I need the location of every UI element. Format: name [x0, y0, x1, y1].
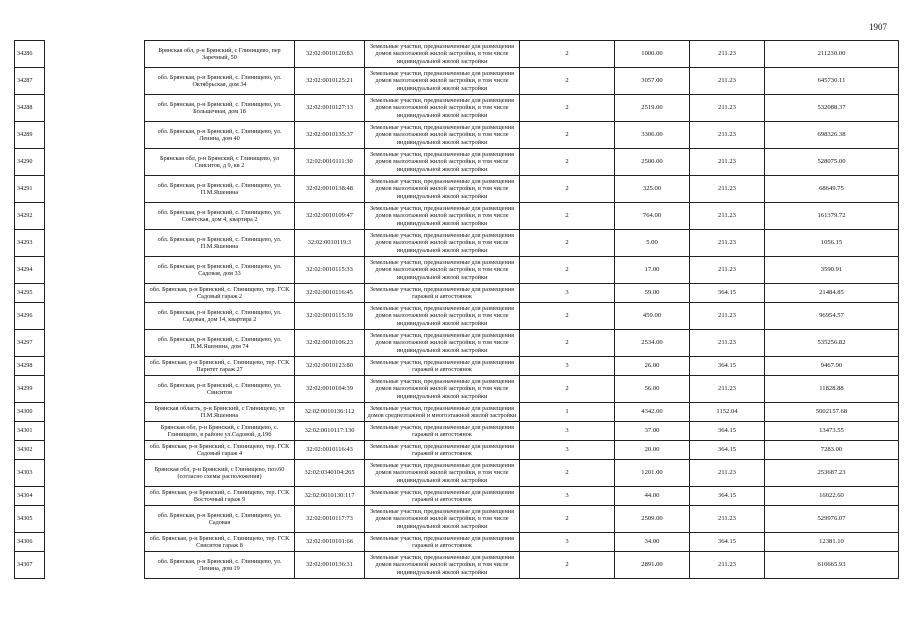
table-row [15, 95, 899, 122]
spacer-cell [45, 422, 145, 441]
area-cell: 20.00 [615, 441, 690, 460]
land-use-cell: Земельные участки, предназначенные для размещения гаражей и автостоянок [365, 284, 520, 303]
cadastral-value-table-sheet [14, 40, 898, 579]
land-use-cell: Земельные участки, предназначенные для размещения гаражей и автостоянок [365, 357, 520, 376]
specific-value-cell: 211.23 [690, 41, 765, 68]
spacer-cell [45, 122, 145, 149]
spacer-cell [45, 487, 145, 506]
cadastral-number-cell: 32:02:0010135:37 [295, 122, 365, 149]
specific-value-cell: 211.23 [690, 376, 765, 403]
specific-value-cell: 211.23 [690, 230, 765, 257]
cadastral-value-cell: 161379.72 [765, 203, 899, 230]
row-id-cell: 34293 [15, 230, 45, 257]
row-id-cell: 34288 [15, 95, 45, 122]
land-use-cell: Земельные участки, предназначенные для размещения домов малоэтажной жилой застройки, в том числе индивидуальной жилой застройки [365, 330, 520, 357]
land-use-cell: Земельные участки, предназначенные для размещения домов малоэтажной жилой застройки, в том числе индивидуальной жилой застройки [365, 149, 520, 176]
area-cell: 2500.00 [615, 149, 690, 176]
cadastral-number-cell: 32:02:0010125:21 [295, 68, 365, 95]
group-cell: 1 [520, 403, 615, 422]
spacer-cell [45, 376, 145, 403]
address-cell: обл. Брянская, р-н Брянский, с. Глинищево, ул. Свиситов [145, 376, 295, 403]
row-id-cell: 34305 [15, 506, 45, 533]
spacer-cell [45, 176, 145, 203]
spacer-cell [45, 506, 145, 533]
specific-value-cell: 211.23 [690, 176, 765, 203]
land-use-cell: Земельные участки, предназначенные для размещения гаражей и автостоянок [365, 533, 520, 552]
cadastral-number-cell: 32:02:0010104:39 [295, 376, 365, 403]
table-row [15, 284, 899, 303]
land-use-cell: Земельные участки, предназначенные для размещения домов малоэтажной жилой застройки, в том числе индивидуальной жилой застройки [365, 257, 520, 284]
cadastral-number-cell: 32:02:0010111:30 [295, 149, 365, 176]
spacer-cell [45, 95, 145, 122]
group-cell: 2 [520, 149, 615, 176]
group-cell: 3 [520, 533, 615, 552]
table-row [15, 487, 899, 506]
specific-value-cell: 211.23 [690, 303, 765, 330]
row-id-cell: 34296 [15, 303, 45, 330]
cadastral-number-cell: 32:02:0010116:45 [295, 284, 365, 303]
area-cell: 3057.00 [615, 68, 690, 95]
specific-value-cell: 211.23 [690, 460, 765, 487]
area-cell: 2891.00 [615, 552, 690, 579]
area-cell: 3306.00 [615, 122, 690, 149]
cadastral-value-cell: 13473.55 [765, 422, 899, 441]
cadastral-value-table [14, 40, 899, 579]
row-id-cell: 34290 [15, 149, 45, 176]
specific-value-cell: 211.23 [690, 257, 765, 284]
group-cell: 2 [520, 122, 615, 149]
cadastral-value-cell: 9467.90 [765, 357, 899, 376]
address-cell: обл. Брянская, р-н Брянский, с. Глинищево, ул. Большечная, дом 18 [145, 95, 295, 122]
row-id-cell: 34302 [15, 441, 45, 460]
land-use-cell: Земельные участки, предназначенные для размещения домов малоэтажной жилой застройки, в том числе индивидуальной жилой застройки [365, 176, 520, 203]
row-id-cell: 34292 [15, 203, 45, 230]
specific-value-cell: 211.23 [690, 122, 765, 149]
cadastral-number-cell: 32:02:0010127:13 [295, 95, 365, 122]
row-id-cell: 34304 [15, 487, 45, 506]
cadastral-number-cell: 32:02:0010117:73 [295, 506, 365, 533]
cadastral-value-cell: 698326.38 [765, 122, 899, 149]
table-row [15, 122, 899, 149]
group-cell: 2 [520, 376, 615, 403]
cadastral-value-cell: 16022.60 [765, 487, 899, 506]
specific-value-cell: 211.23 [690, 506, 765, 533]
area-cell: 37.00 [615, 422, 690, 441]
group-cell: 3 [520, 487, 615, 506]
spacer-cell [45, 203, 145, 230]
spacer-cell [45, 357, 145, 376]
area-cell: 2534.00 [615, 330, 690, 357]
address-cell: обл. Брянская, р-н Брянский, с. Глинищево, ул. Садовая, дом 33 [145, 257, 295, 284]
group-cell: 2 [520, 303, 615, 330]
specific-value-cell: 364.15 [690, 284, 765, 303]
area-cell: 1000.00 [615, 41, 690, 68]
table-row [15, 552, 899, 579]
spacer-cell [45, 441, 145, 460]
table-row [15, 303, 899, 330]
spacer-cell [45, 284, 145, 303]
area-cell: 2519.00 [615, 95, 690, 122]
row-id-cell: 34286 [15, 41, 45, 68]
cadastral-number-cell: 32:02:0010109:47 [295, 203, 365, 230]
specific-value-cell: 364.15 [690, 441, 765, 460]
cadastral-value-cell: 610665.93 [765, 552, 899, 579]
land-use-cell: Земельные участки, предназначенные для размещения домов малоэтажной жилой застройки, в том числе индивидуальной жилой застройки [365, 230, 520, 257]
area-cell: 34.00 [615, 533, 690, 552]
specific-value-cell: 1152.04 [690, 403, 765, 422]
land-use-cell: Земельные участки, предназначенные для размещения домов малоэтажной жилой застройки, в том числе индивидуальной жилой застройки [365, 506, 520, 533]
cadastral-value-cell: 253687.23 [765, 460, 899, 487]
address-cell: обл. Брянская, р-н Брянский, с. Глинищево, ул. П.М.Яшенина [145, 176, 295, 203]
address-cell: обл. Брянская, р-н Брянский, с. Глинищево, ул. Ленина, дом 19 [145, 552, 295, 579]
area-cell: 1201.00 [615, 460, 690, 487]
table-row [15, 506, 899, 533]
cadastral-value-cell: 21484.85 [765, 284, 899, 303]
address-cell: обл. Брянская, р-н Брянский, с. Глинищево, тер. ГСК Свиситов гараж 8 [145, 533, 295, 552]
table-row [15, 330, 899, 357]
table-row [15, 403, 899, 422]
cadastral-value-cell: 528075.00 [765, 149, 899, 176]
table-row [15, 376, 899, 403]
table-row [15, 176, 899, 203]
address-cell: обл. Брянская, р-н Брянский, с. Глинищево, ул. Садовая, дом 14, квартира 2 [145, 303, 295, 330]
table-row [15, 533, 899, 552]
area-cell: 2509.00 [615, 506, 690, 533]
group-cell: 2 [520, 68, 615, 95]
cadastral-value-cell: 96954.57 [765, 303, 899, 330]
land-use-cell: Земельные участки, предназначенные для размещения домов среднеэтажной и многоэтажной жилой застройки [365, 403, 520, 422]
specific-value-cell: 211.23 [690, 149, 765, 176]
cadastral-number-cell: 32:02:0010123:80 [295, 357, 365, 376]
address-cell: обл. Брянская, р-н Брянский, с. Глинищево, ул. П.М.Яшенина [145, 230, 295, 257]
land-use-cell: Земельные участки, предназначенные для размещения гаражей и автостоянок [365, 422, 520, 441]
spacer-cell [45, 533, 145, 552]
row-id-cell: 34294 [15, 257, 45, 284]
address-cell: Брянская обл, р-н Брянский, с Глинищево, пер Заречный, 50 [145, 41, 295, 68]
group-cell: 2 [520, 203, 615, 230]
specific-value-cell: 364.15 [690, 533, 765, 552]
area-cell: 459.00 [615, 303, 690, 330]
land-use-cell: Земельные участки, предназначенные для размещения гаражей и автостоянок [365, 441, 520, 460]
cadastral-value-cell: 3590.91 [765, 257, 899, 284]
spacer-cell [45, 303, 145, 330]
land-use-cell: Земельные участки, предназначенные для размещения домов малоэтажной жилой застройки, в том числе индивидуальной жилой застройки [365, 460, 520, 487]
specific-value-cell: 211.23 [690, 330, 765, 357]
table-row [15, 68, 899, 95]
area-cell: 59.00 [615, 284, 690, 303]
group-cell: 2 [520, 552, 615, 579]
address-cell: обл. Брянская, р-н Брянский, с. Глинищево, ул. Октябрьская, дом 34 [145, 68, 295, 95]
table-row [15, 203, 899, 230]
group-cell: 2 [520, 257, 615, 284]
table-row [15, 441, 899, 460]
address-cell: обл. Брянская, р-н Брянский, с. Глинищево, ул. Советская, дом 4, квартира 2 [145, 203, 295, 230]
area-cell: 325.00 [615, 176, 690, 203]
specific-value-cell: 364.15 [690, 487, 765, 506]
cadastral-number-cell: 32:02:0010101:66 [295, 533, 365, 552]
row-id-cell: 34295 [15, 284, 45, 303]
land-use-cell: Земельные участки, предназначенные для размещения домов малоэтажной жилой застройки, в том числе индивидуальной жилой застройки [365, 95, 520, 122]
cadastral-value-cell: 5002157.68 [765, 403, 899, 422]
row-id-cell: 34300 [15, 403, 45, 422]
group-cell: 3 [520, 284, 615, 303]
cadastral-number-cell: 32:02:0010136:31 [295, 552, 365, 579]
cadastral-value-cell: 529976.07 [765, 506, 899, 533]
cadastral-value-cell: 11828.88 [765, 376, 899, 403]
area-cell: 764.00 [615, 203, 690, 230]
area-cell: 4342.00 [615, 403, 690, 422]
spacer-cell [45, 68, 145, 95]
group-cell: 3 [520, 422, 615, 441]
cadastral-number-cell: 32:02:0010115:33 [295, 257, 365, 284]
row-id-cell: 34298 [15, 357, 45, 376]
area-cell: 17.00 [615, 257, 690, 284]
table-row [15, 41, 899, 68]
cadastral-number-cell: 32:02:0010136:112 [295, 403, 365, 422]
address-cell: обл. Брянская, р-н Брянский, с. Глинищево, ул. П.М.Яшенина, дом 74 [145, 330, 295, 357]
address-cell: обл. Брянская, р-н Брянский, с. Глинищево, тер. ГСК Садовый гараж 4 [145, 441, 295, 460]
specific-value-cell: 211.23 [690, 552, 765, 579]
land-use-cell: Земельные участки, предназначенные для размещения домов малоэтажной жилой застройки, в том числе индивидуальной жилой застройки [365, 203, 520, 230]
table-row [15, 230, 899, 257]
cadastral-value-cell: 68649.75 [765, 176, 899, 203]
cadastral-value-cell: 532088.37 [765, 95, 899, 122]
specific-value-cell: 211.23 [690, 95, 765, 122]
spacer-cell [45, 403, 145, 422]
address-cell: Брянская обл, р-н Брянский, с Глинищево, ул Свиситов, д 9, кв 2 [145, 149, 295, 176]
address-cell: обл. Брянская, р-н Брянский, с. Глинищево, тер. ГСК Садовый гараж 2 [145, 284, 295, 303]
land-use-cell: Земельные участки, предназначенные для размещения домов малоэтажной жилой застройки, в том числе индивидуальной жилой застройки [365, 303, 520, 330]
group-cell: 2 [520, 176, 615, 203]
spacer-cell [45, 552, 145, 579]
group-cell: 2 [520, 506, 615, 533]
group-cell: 2 [520, 460, 615, 487]
row-id-cell: 34287 [15, 68, 45, 95]
spacer-cell [45, 460, 145, 487]
row-id-cell: 34306 [15, 533, 45, 552]
table-row [15, 460, 899, 487]
table-row [15, 422, 899, 441]
cadastral-number-cell: 32:02:0010119:3 [295, 230, 365, 257]
spacer-cell [45, 330, 145, 357]
specific-value-cell: 364.15 [690, 357, 765, 376]
cadastral-number-cell: 32:02:0340104:265 [295, 460, 365, 487]
row-id-cell: 34297 [15, 330, 45, 357]
cadastral-number-cell: 32:02:0010117:130 [295, 422, 365, 441]
page-number: 1907 [869, 22, 887, 32]
land-use-cell: Земельные участки, предназначенные для размещения домов малоэтажной жилой застройки, в том числе индивидуальной жилой застройки [365, 552, 520, 579]
specific-value-cell: 211.23 [690, 203, 765, 230]
row-id-cell: 34289 [15, 122, 45, 149]
address-cell: обл. Брянская, р-н Брянский, с. Глинищево, тер. ГСК Восточный гараж 9 [145, 487, 295, 506]
row-id-cell: 34291 [15, 176, 45, 203]
spacer-cell [45, 149, 145, 176]
cadastral-number-cell: 32:02:0010120:83 [295, 41, 365, 68]
land-use-cell: Земельные участки, предназначенные для размещения домов малоэтажной жилой застройки, в том числе индивидуальной жилой застройки [365, 68, 520, 95]
row-id-cell: 34307 [15, 552, 45, 579]
address-cell: обл. Брянская, р-н Брянский, с. Глинищево, ул. Ленина, дом 40 [145, 122, 295, 149]
group-cell: 3 [520, 357, 615, 376]
table-row [15, 357, 899, 376]
area-cell: 26.00 [615, 357, 690, 376]
cadastral-value-cell: 645730.11 [765, 68, 899, 95]
land-use-cell: Земельные участки, предназначенные для размещения домов малоэтажной жилой застройки, в том числе индивидуальной жилой застройки [365, 41, 520, 68]
address-cell: обл. Брянская, р-н Брянский, с. Глинищево, ул. Садовая [145, 506, 295, 533]
group-cell: 3 [520, 441, 615, 460]
group-cell: 2 [520, 41, 615, 68]
row-id-cell: 34303 [15, 460, 45, 487]
specific-value-cell: 364.15 [690, 422, 765, 441]
table-row [15, 149, 899, 176]
address-cell: обл. Брянская, р-н Брянский, с. Глинищево, тер. ГСК Паритет гараж 27 [145, 357, 295, 376]
table-body [15, 41, 899, 579]
cadastral-value-cell: 535256.82 [765, 330, 899, 357]
land-use-cell: Земельные участки, предназначенные для размещения гаражей и автостоянок [365, 487, 520, 506]
cadastral-value-cell: 211230.00 [765, 41, 899, 68]
area-cell: 5.00 [615, 230, 690, 257]
address-cell: Брянская обл, р-н Брянский, с Глинищево, поз.60 (согласно схемы расположения) [145, 460, 295, 487]
cadastral-number-cell: 32:02:0010115:39 [295, 303, 365, 330]
address-cell: Брянская область, р-н Брянский, с Глинищево, ул П.М.Яшенина [145, 403, 295, 422]
table-row [15, 257, 899, 284]
area-cell: 56.00 [615, 376, 690, 403]
cadastral-number-cell: 32:02:0010138:48 [295, 176, 365, 203]
specific-value-cell: 211.23 [690, 68, 765, 95]
group-cell: 2 [520, 230, 615, 257]
spacer-cell [45, 41, 145, 68]
cadastral-value-cell: 12381.10 [765, 533, 899, 552]
cadastral-number-cell: 32:02:0010116:43 [295, 441, 365, 460]
row-id-cell: 34299 [15, 376, 45, 403]
spacer-cell [45, 257, 145, 284]
cadastral-value-cell: 1056.15 [765, 230, 899, 257]
address-cell: Брянская обл, р-н Брянский, с Глинищево, с. Глинищево, в районе ул.Садовой, д.19б [145, 422, 295, 441]
cadastral-number-cell: 32:02:0010106:23 [295, 330, 365, 357]
land-use-cell: Земельные участки, предназначенные для размещения домов малоэтажной жилой застройки, в том числе индивидуальной жилой застройки [365, 122, 520, 149]
row-id-cell: 34301 [15, 422, 45, 441]
land-use-cell: Земельные участки, предназначенные для размещения домов малоэтажной жилой застройки, в том числе индивидуальной жилой застройки [365, 376, 520, 403]
cadastral-value-cell: 7283.00 [765, 441, 899, 460]
group-cell: 2 [520, 95, 615, 122]
cadastral-number-cell: 32:02:0010130:117 [295, 487, 365, 506]
spacer-cell [45, 230, 145, 257]
area-cell: 44.00 [615, 487, 690, 506]
group-cell: 2 [520, 330, 615, 357]
